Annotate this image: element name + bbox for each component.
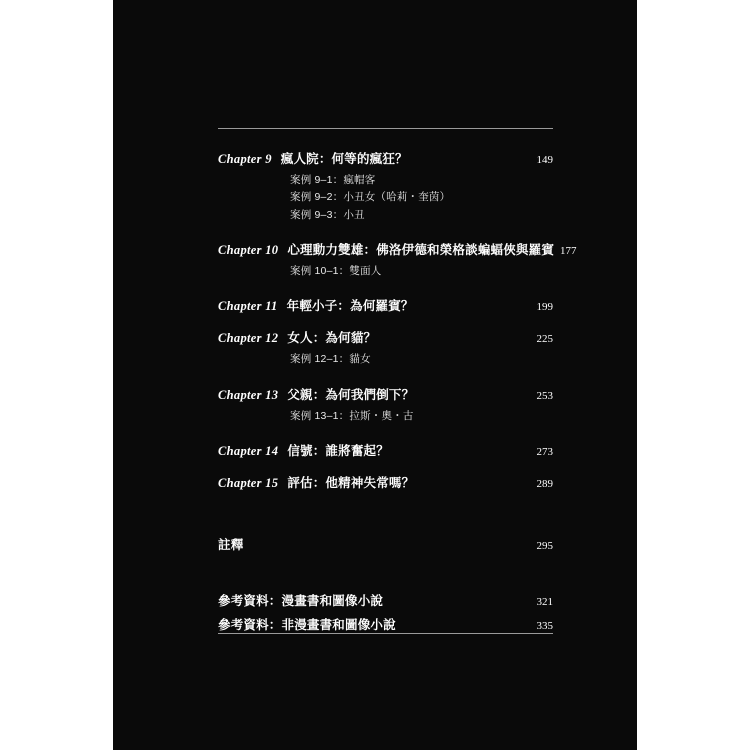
spacer <box>218 224 553 240</box>
case-item: 案例 9–3：小丑 <box>290 208 365 221</box>
toc-entry-row <box>218 473 553 491</box>
toc-entry-heading <box>218 328 376 346</box>
chapter-title: 信號：誰將奮起？ <box>287 443 389 458</box>
chapter-title: 女人：為何貓？ <box>287 331 377 346</box>
case-item: 案例 13–1：拉斯・奧・古 <box>290 409 414 422</box>
chapter-number: Chapter 10 <box>218 242 279 257</box>
toc-entry-row <box>218 240 577 258</box>
case-item: 案例 10–1：雙面人 <box>290 264 382 277</box>
chapter-title: 評估：他精神失常嗎？ <box>287 475 415 490</box>
toc-entry-heading <box>218 385 414 403</box>
reference-item[interactable] <box>218 591 553 609</box>
toc-entry[interactable] <box>218 296 553 314</box>
page-number: 321 <box>536 595 553 608</box>
case-list <box>290 263 553 280</box>
spacer <box>218 425 553 441</box>
chapter-number: Chapter 13 <box>218 387 279 402</box>
toc-entry-heading <box>218 473 414 491</box>
toc-entry-list <box>218 129 577 491</box>
toc-entry-row <box>218 385 553 403</box>
case-item: 案例 9–2：小丑女（哈莉・奎茵） <box>290 191 451 204</box>
toc-entry[interactable] <box>218 149 553 224</box>
page-number: 289 <box>536 477 553 490</box>
page-number: 199 <box>536 301 553 314</box>
reference-label: 參考資料：漫畫書和圖像小說 <box>218 593 384 608</box>
toc-entry[interactable] <box>218 240 577 280</box>
reference-label: 參考資料：非漫畫書和圖像小說 <box>218 617 396 632</box>
case-item: 案例 12–1：貓女 <box>290 353 371 366</box>
spacer <box>218 369 553 385</box>
chapter-number: Chapter 15 <box>218 475 279 490</box>
toc-entry[interactable] <box>218 441 553 459</box>
toc-entry[interactable] <box>218 385 553 425</box>
toc-entry-heading <box>218 296 414 314</box>
chapter-number: Chapter 14 <box>218 443 279 458</box>
toc-entry-row <box>218 441 553 459</box>
case-list <box>290 351 553 368</box>
chapter-number: Chapter 12 <box>218 331 279 346</box>
chapter-number: Chapter 9 <box>218 152 272 166</box>
toc-entry-heading <box>218 149 408 167</box>
page-number: 225 <box>536 333 553 346</box>
page-number: 149 <box>536 154 553 166</box>
toc-entry-row <box>218 328 553 346</box>
chapter-title: 瘋人院：何等的瘋狂？ <box>280 152 408 166</box>
spacer <box>218 314 553 328</box>
spacer <box>218 459 553 473</box>
toc-entry-row <box>218 149 553 167</box>
back-matter-list <box>218 535 553 633</box>
toc-entry[interactable] <box>218 328 553 368</box>
reference-item[interactable] <box>218 615 553 633</box>
toc-entry-heading <box>218 240 554 258</box>
toc-entry-heading <box>218 441 389 459</box>
spacer <box>218 559 553 591</box>
page-number: 335 <box>536 619 553 632</box>
page-number: 177 <box>560 244 577 257</box>
spacer <box>218 280 553 296</box>
chapter-title: 心理動力雙雄：佛洛伊德和榮格談蝙蝠俠與羅賓 <box>287 242 555 257</box>
toc-entry[interactable] <box>218 473 553 491</box>
bottom-divider <box>218 633 553 634</box>
toc-content <box>218 128 577 639</box>
case-list <box>290 172 553 224</box>
chapter-title: 年輕小子：為何羅賓？ <box>286 299 414 314</box>
book-page <box>113 0 637 750</box>
back-matter-label: 註釋 <box>218 537 244 552</box>
page-number: 295 <box>536 539 553 552</box>
page-number: 273 <box>536 445 553 458</box>
chapter-number: Chapter 11 <box>218 299 278 314</box>
back-matter-item[interactable] <box>218 535 553 553</box>
case-list <box>290 408 553 425</box>
case-item: 案例 9–1：瘋帽客 <box>290 174 376 186</box>
toc-entry-row <box>218 296 553 314</box>
chapter-title: 父親：為何我們倒下？ <box>287 387 415 402</box>
page-number: 253 <box>536 389 553 402</box>
